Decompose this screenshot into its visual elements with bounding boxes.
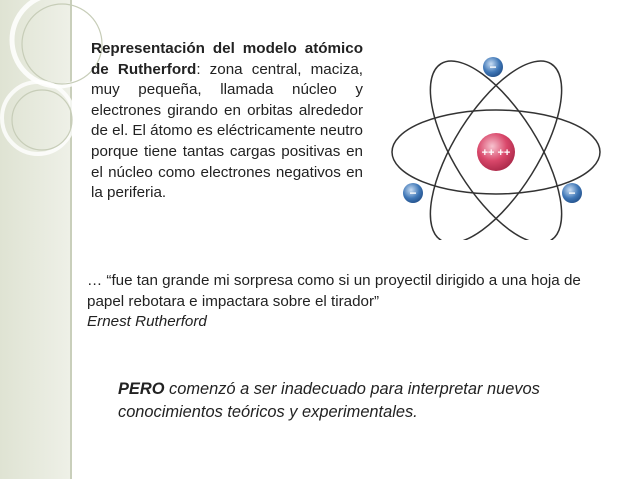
conclusion-body: comenzó a ser inadecuado para interpretar nuevos conocimientos teóricos y experimentales. (118, 380, 540, 421)
description-heading: Representación del modelo atómico de Rutherford (91, 40, 363, 78)
nucleus-charge-label: ++ ++ (481, 147, 511, 159)
quote-text: … “fue tan grande mi sorpresa como si un proyectil dirigido a una hoja de papel rebotara e impactara sobre el tirador” (87, 272, 581, 310)
electron-left-label: − (409, 186, 417, 200)
rutherford-quote (87, 271, 617, 333)
rutherford-model-description (91, 39, 363, 204)
electron-right (562, 183, 582, 203)
conclusion-statement (118, 378, 598, 424)
atom-diagram (380, 40, 620, 240)
quote-author: Ernest Rutherford (87, 313, 207, 330)
electron-left (403, 183, 423, 203)
electron-top (483, 57, 503, 77)
conclusion-emphasis: PERO (118, 380, 165, 398)
description-body: : zona central, maciza, muy pequeña, llamada núcleo y electrones girando en orbitas alrededor de el. El átomo es eléctricamente neutro porque tiene tantas cargas positivas en el núcleo como electrones negativos en la periferia. (91, 60, 363, 202)
electron-right-label: − (568, 186, 576, 200)
electron-top-label: − (489, 60, 497, 74)
